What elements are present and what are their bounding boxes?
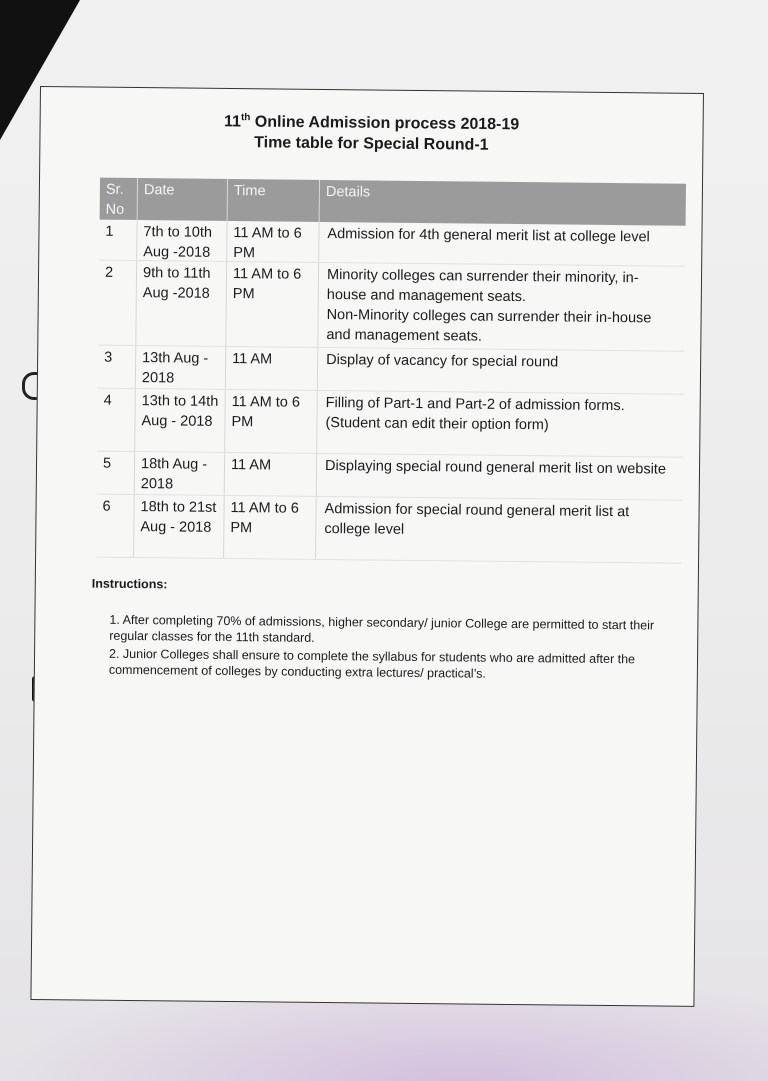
- cell-sr: 6: [96, 495, 135, 557]
- cell-details: Admission for special round general merit list at college level: [324, 501, 630, 538]
- cell-time: 11 AM to 6 PM: [227, 221, 319, 262]
- details-line: Filling of Part-1 and Part-2 of admission forms.: [325, 395, 625, 415]
- cell-details: [318, 263, 685, 351]
- table-row: [97, 452, 683, 501]
- cell-date: 9th to 11th Aug -2018: [136, 261, 227, 346]
- header-details: Details: [325, 184, 371, 201]
- cell-details: Admission for 4th general merit list at college level: [327, 226, 650, 246]
- cell-details: Displaying special round general merit list on website: [324, 458, 667, 478]
- cell-sr: 2: [98, 261, 137, 345]
- table-header: [100, 178, 686, 226]
- cell-time: 11 AM: [226, 347, 318, 390]
- title-number: 11: [223, 113, 242, 131]
- instruction-item: 1. After completing 70% of admissions, higher secondary/ junior College are permitted to start their regular classes for the 11th standard.: [109, 612, 655, 645]
- table-row: [96, 495, 683, 564]
- table-row: [98, 261, 685, 352]
- title-text: Online Admission process 2018-19: [250, 113, 520, 134]
- timetable: [96, 178, 686, 564]
- cell-details: [317, 391, 684, 457]
- table-row: [97, 389, 684, 458]
- document-title: [40, 105, 702, 158]
- cell-sr: 4: [97, 389, 136, 451]
- cell-date: 18th Aug - 2018: [135, 452, 225, 495]
- cell-sr: 1: [99, 220, 137, 260]
- header-time: Time: [228, 179, 320, 222]
- cell-date: 13th Aug - 2018: [136, 346, 226, 389]
- cell-time: 11 AM to 6 PM: [224, 496, 317, 559]
- details-line: Non-Minority colleges can surrender their in-house and management seats.: [326, 307, 652, 345]
- cell-sr: 3: [98, 346, 136, 388]
- title-line-2: Time table for Special Round-1: [254, 134, 489, 155]
- title-superscript: th: [240, 112, 251, 124]
- header-sr: Sr. No: [100, 178, 138, 220]
- cell-sr: 5: [97, 452, 135, 494]
- table-row: [99, 220, 685, 267]
- instruction-item: 2. Junior Colleges shall ensure to complete the syllabus for students who are admitted after the commencement of colleges by conducting extra lectures/ practical’s.: [108, 646, 636, 681]
- cell-details: Display of vacancy for special round: [326, 352, 559, 371]
- document-page: [30, 86, 704, 1007]
- cell-date: 7th to 10th Aug -2018: [137, 220, 227, 261]
- table-row: [98, 346, 684, 395]
- instructions-heading: Instructions:: [91, 576, 168, 592]
- cell-time: 11 AM to 6 PM: [226, 262, 319, 347]
- details-line: (Student can edit their option form): [325, 415, 549, 434]
- cell-time: 11 AM to 6 PM: [225, 390, 318, 453]
- cell-date: 18th to 21st Aug - 2018: [134, 495, 225, 558]
- header-date: Date: [138, 178, 228, 221]
- instructions-section: [91, 576, 672, 686]
- cell-time: 11 AM: [225, 453, 317, 496]
- details-line: Minority colleges can surrender their minority, in-house and management seats.: [326, 267, 639, 306]
- cell-date: 13th to 14th Aug - 2018: [135, 389, 226, 452]
